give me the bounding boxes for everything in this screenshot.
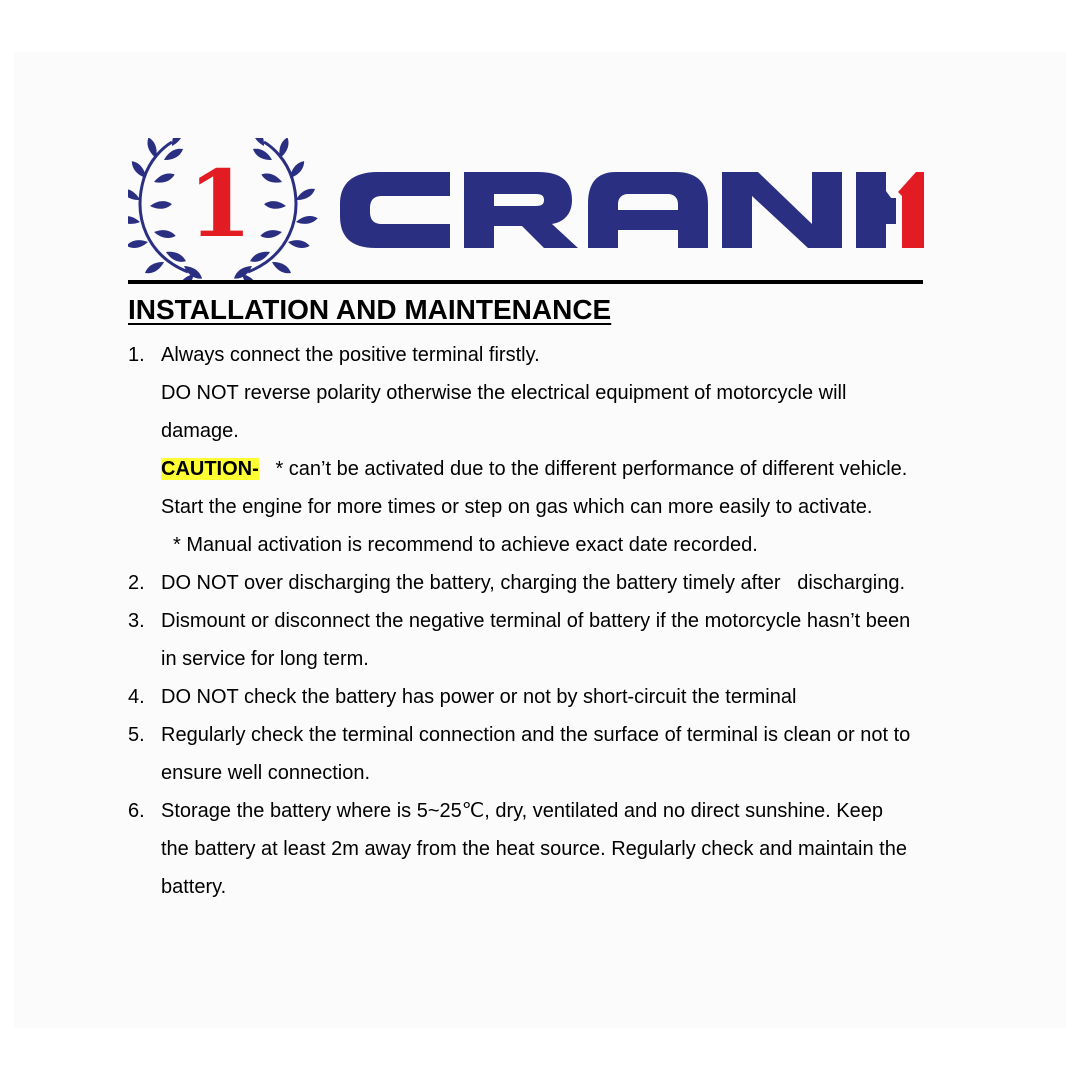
item-text: the battery at least 2m away from the heat source. Regularly check and maintain the	[161, 838, 907, 860]
page-title: INSTALLATION AND MAINTENANCE	[128, 294, 612, 325]
list-item	[128, 678, 1008, 716]
header-divider	[128, 280, 923, 284]
list-item	[128, 716, 1008, 792]
item-note: * Manual activation is recommend to achieve exact date recorded.	[173, 534, 758, 556]
item-text: damage.	[161, 420, 239, 442]
item-text: battery.	[161, 876, 227, 898]
item-number: 6.	[128, 800, 145, 822]
logo-wordmark	[340, 172, 896, 248]
item-number: 5.	[128, 724, 145, 746]
item-number: 2.	[128, 572, 145, 594]
item-text: ensure well connection.	[161, 762, 371, 784]
list-item	[128, 564, 1008, 602]
item-text: Always connect the positive terminal firstly.	[161, 344, 540, 366]
item-text: Dismount or disconnect the negative terminal of battery if the motorcycle hasn’t been	[161, 610, 911, 632]
crank1-logo	[128, 138, 924, 280]
caution-text: * can’t be activated due to the different performance of different vehicle.	[275, 458, 908, 480]
list-item	[128, 792, 1008, 906]
item-number: 3.	[128, 610, 145, 632]
item-text: in service for long term.	[161, 648, 369, 670]
item-text: DO NOT reverse polarity otherwise the electrical equipment of motorcycle will	[161, 382, 847, 404]
list-item	[128, 336, 1008, 564]
item-number: 1.	[128, 344, 145, 366]
logo-digit: 1	[187, 150, 253, 258]
item-text: Storage the battery where is 5~25℃, dry, ventilated and no direct sunshine. Keep	[161, 800, 883, 822]
item-number: 4.	[128, 686, 145, 708]
logo-wordmark-one	[898, 172, 924, 248]
item-text: Regularly check the terminal connection and the surface of terminal is clean or not to	[161, 724, 911, 746]
item-text: DO NOT check the battery has power or not by short-circuit the terminal	[161, 686, 797, 708]
instruction-list	[128, 336, 1008, 906]
caution-label: CAUTION-	[161, 458, 259, 480]
list-item	[128, 602, 1008, 678]
item-text: DO NOT over discharging the battery, charging the battery timely after discharging.	[161, 572, 906, 594]
caution-line	[161, 450, 1008, 488]
item-text: Start the engine for more times or step on gas which can more easily to activate.	[161, 496, 873, 518]
